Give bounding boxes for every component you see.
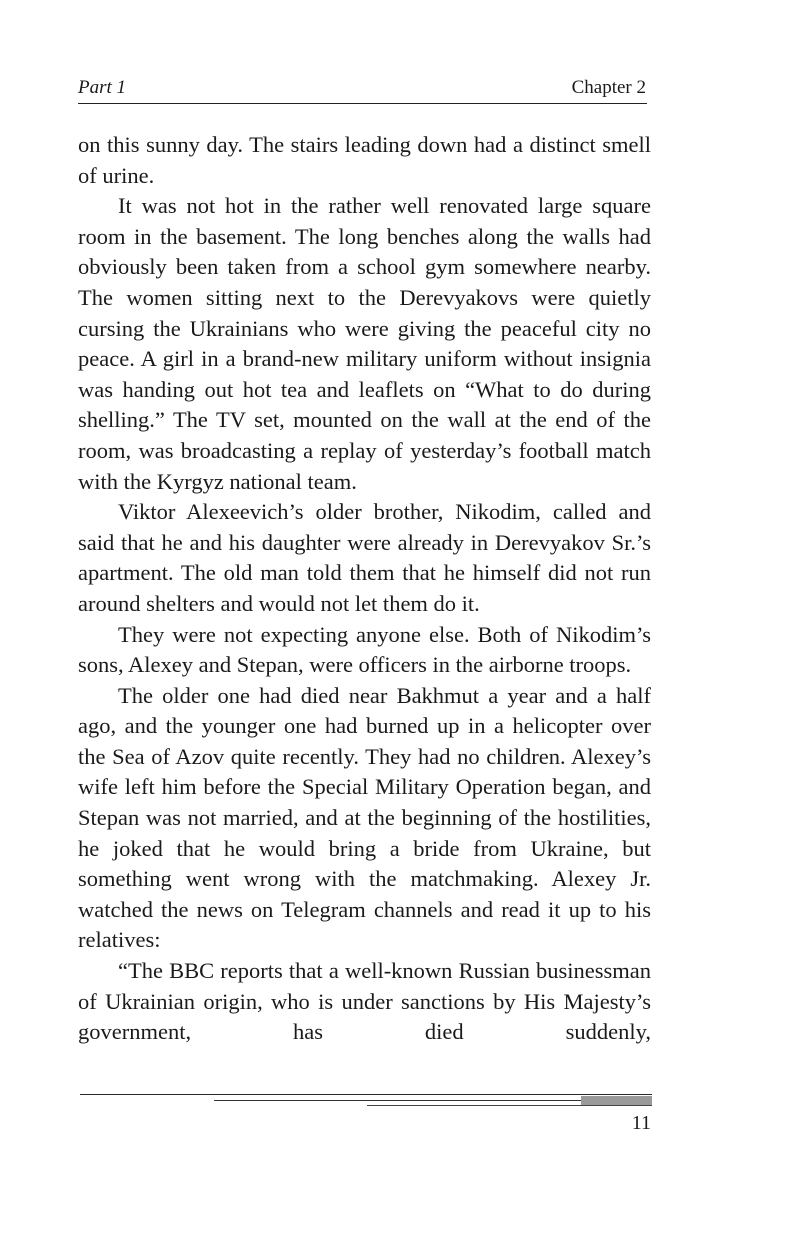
header-chapter-label: Chapter 2 (571, 77, 646, 98)
header-part-label: Part 1 (78, 77, 127, 98)
paragraph: They were not expecting anyone else. Both of Nikodim’s sons, Alexey and Stepan, were officers in the airborne troops. (78, 621, 651, 678)
footer-gray-block (581, 1096, 652, 1105)
paragraph: The older one had died near Bakhmut a year and a half ago, and the younger one had burned up in a helicopter over the Sea of Azov quite recently. They had no children. Alexey’s wife left him before the Special Military Operation began, and Stepan was not married, and at the beginning of the hostilities, he joked that he would bring a bride from Ukraine, but something went wrong with the matchmaking. Alexey Jr. watched the news on Telegram channels and read it up to his relatives: (78, 682, 651, 953)
footer-rule-short (367, 1105, 652, 1106)
paragraph: It was not hot in the rather well renovated large square room in the basement. The long benches along the walls had obviously been taken from a school gym somewhere nearby. The women sitting next to the Derevyakovs were quietly cursing the Ukrainians who were giving the peaceful city no peace. A girl in a brand-new military uniform without insignia was handing out hot tea and leaflets on “What to do during shelling.” The TV set, mounted on the wall at the end of the room, was broadcasting a replay of yesterday’s football match with the Kyrgyz national team. (78, 193, 651, 494)
footer-rule-long (80, 1094, 652, 1095)
page-body-text (78, 130, 651, 1048)
paragraph-continues-next-page: “The BBC reports that a well-known Russian businessman of Ukrainian origin, who is under sanctions by His Majesty’s government, has died suddenly, (78, 958, 651, 1045)
running-header (78, 76, 646, 100)
paragraph: Viktor Alexeevich’s older brother, Nikodim, called and said that he and his daughter were already in Derevyakov Sr.’s apartment. The old man told them that he himself did not run around shelters and would not let them do it. (78, 499, 651, 616)
page-number: 11 (631, 1112, 651, 1134)
paragraph-continuation: on this sunny day. The stairs leading down had a distinct smell of urine. (78, 132, 651, 188)
header-divider (78, 103, 647, 104)
